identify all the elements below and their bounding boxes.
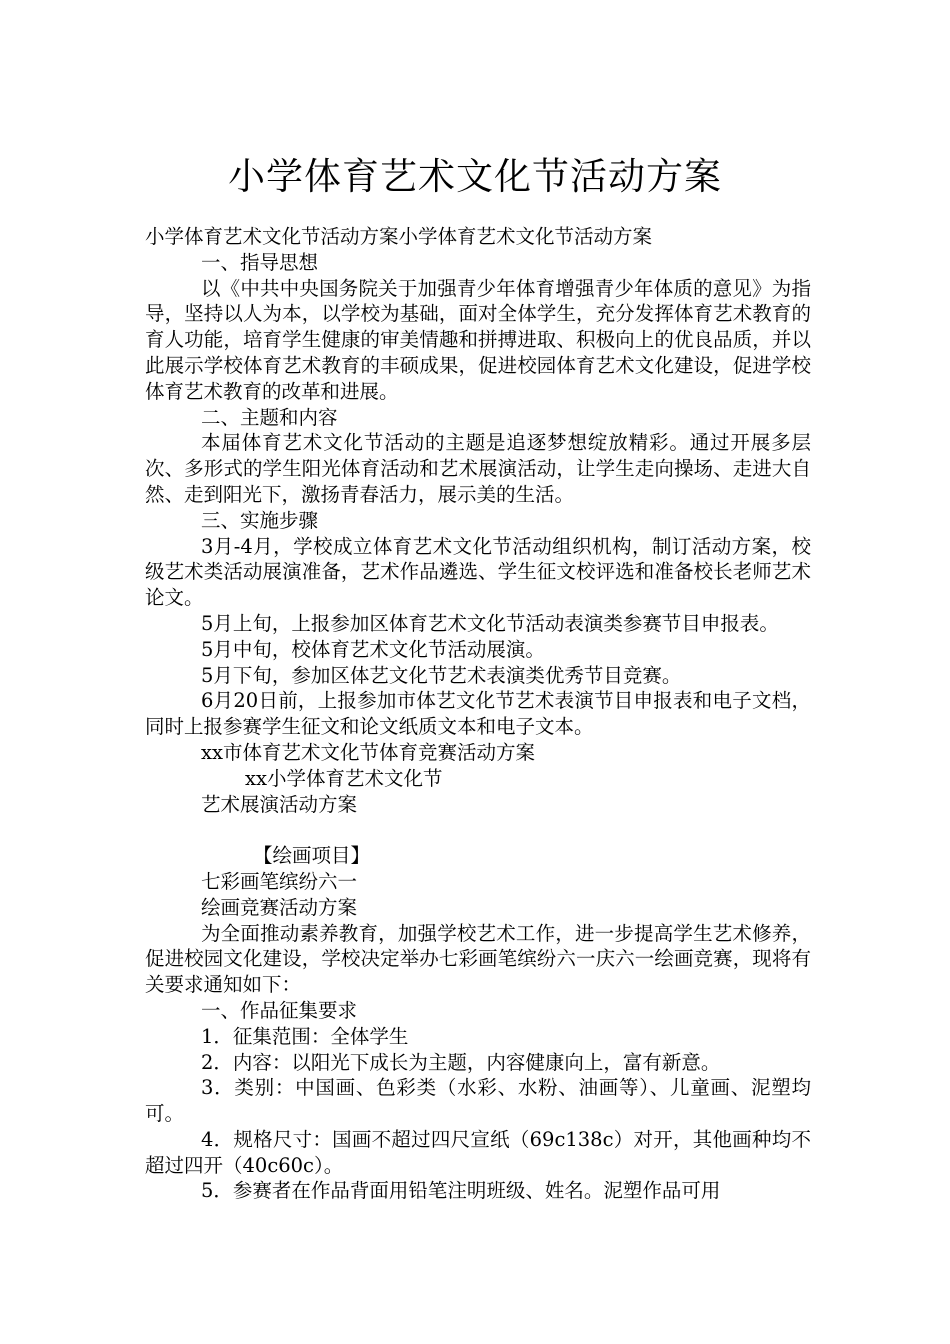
paragraph: 小学体育艺术文化节活动方案小学体育艺术文化节活动方案 [145,225,653,248]
document-body [145,224,811,1204]
paragraph: 4．规格尺寸：国画不超过四尺宣纸（69c138c）对开，其他画种均不超过四开（40c60c）。 [145,1127,811,1177]
paragraph: 5月上旬，上报参加区体育艺术文化节活动表演类参赛节目申报表。 [201,611,779,635]
paragraph: 七彩画笔缤纷六一 [201,869,358,893]
paragraph: 3．类别：中国画、色彩类（水彩、水粉、油画等）、儿童画、泥塑均可。 [145,1076,811,1126]
paragraph: 3月-4月，学校成立体育艺术文化节活动组织机构，制订活动方案，校级艺术类活动展演准备，艺术作品遴选、学生征文校评选和准备校长老师艺术论文。 [145,534,811,610]
paragraph: 5月下旬，参加区体艺文化节艺术表演类优秀节目竞赛。 [201,663,682,687]
paragraph: 1．征集范围：全体学生 [201,1024,409,1048]
paragraph: 三、实施步骤 [201,508,319,532]
page-title: 小学体育艺术文化节活动方案 [228,154,722,198]
paragraph: xx小学体育艺术文化节 [245,766,443,790]
paragraph: 绘画竞赛活动方案 [201,895,358,919]
paragraph: 以《中共中央国务院关于加强青少年体育增强青少年体质的意见》为指导，坚持以人为本，以学校为基础，面对全体学生，充分发挥体育艺术教育的育人功能，培育学生健康的审美情趣和拼搏进取、积极向上的优良品质，并以此展示学校体育艺术教育的丰硕成果，促进校园体育艺术文化建设，促进学校体育艺术教育的改革和进展。 [145,276,811,403]
paragraph: 二、主题和内容 [201,405,338,429]
paragraph: 2．内容：以阳光下成长为主题，内容健康向上，富有新意。 [201,1050,721,1074]
paragraph: 为全面推动素养教育，加强学校艺术工作，进一步提高学生艺术修养，促进校园文化建设，学校决定举办七彩画笔缤纷六一庆六一绘画竞赛，现将有关要求通知如下： [145,921,811,997]
paragraph: 一、指导思想 [201,250,319,274]
paragraph: 艺术展演活动方案 [201,792,358,816]
paragraph: xx市体育艺术文化节体育竞赛活动方案 [201,740,535,764]
blank-line [145,817,811,843]
paragraph: 一、作品征集要求 [201,998,358,1022]
paragraph: 【绘画项目】 [253,844,371,868]
paragraph: 5月中旬，校体育艺术文化节活动展演。 [201,637,545,661]
paragraph: 本届体育艺术文化节活动的主题是追逐梦想绽放精彩。通过开展多层次、多形式的学生阳光体育活动和艺术展演活动，让学生走向操场、走进大自然、走到阳光下，激扬青春活力，展示美的生活。 [145,431,811,506]
paragraph: 6月20日前，上报参加市体艺文化节艺术表演节目申报表和电子文档，同时上报参赛学生征文和论文纸质文本和电子文本。 [145,689,811,739]
paragraph: 5．参赛者在作品背面用铅笔注明班级、姓名。泥塑作品可用 [201,1179,721,1203]
